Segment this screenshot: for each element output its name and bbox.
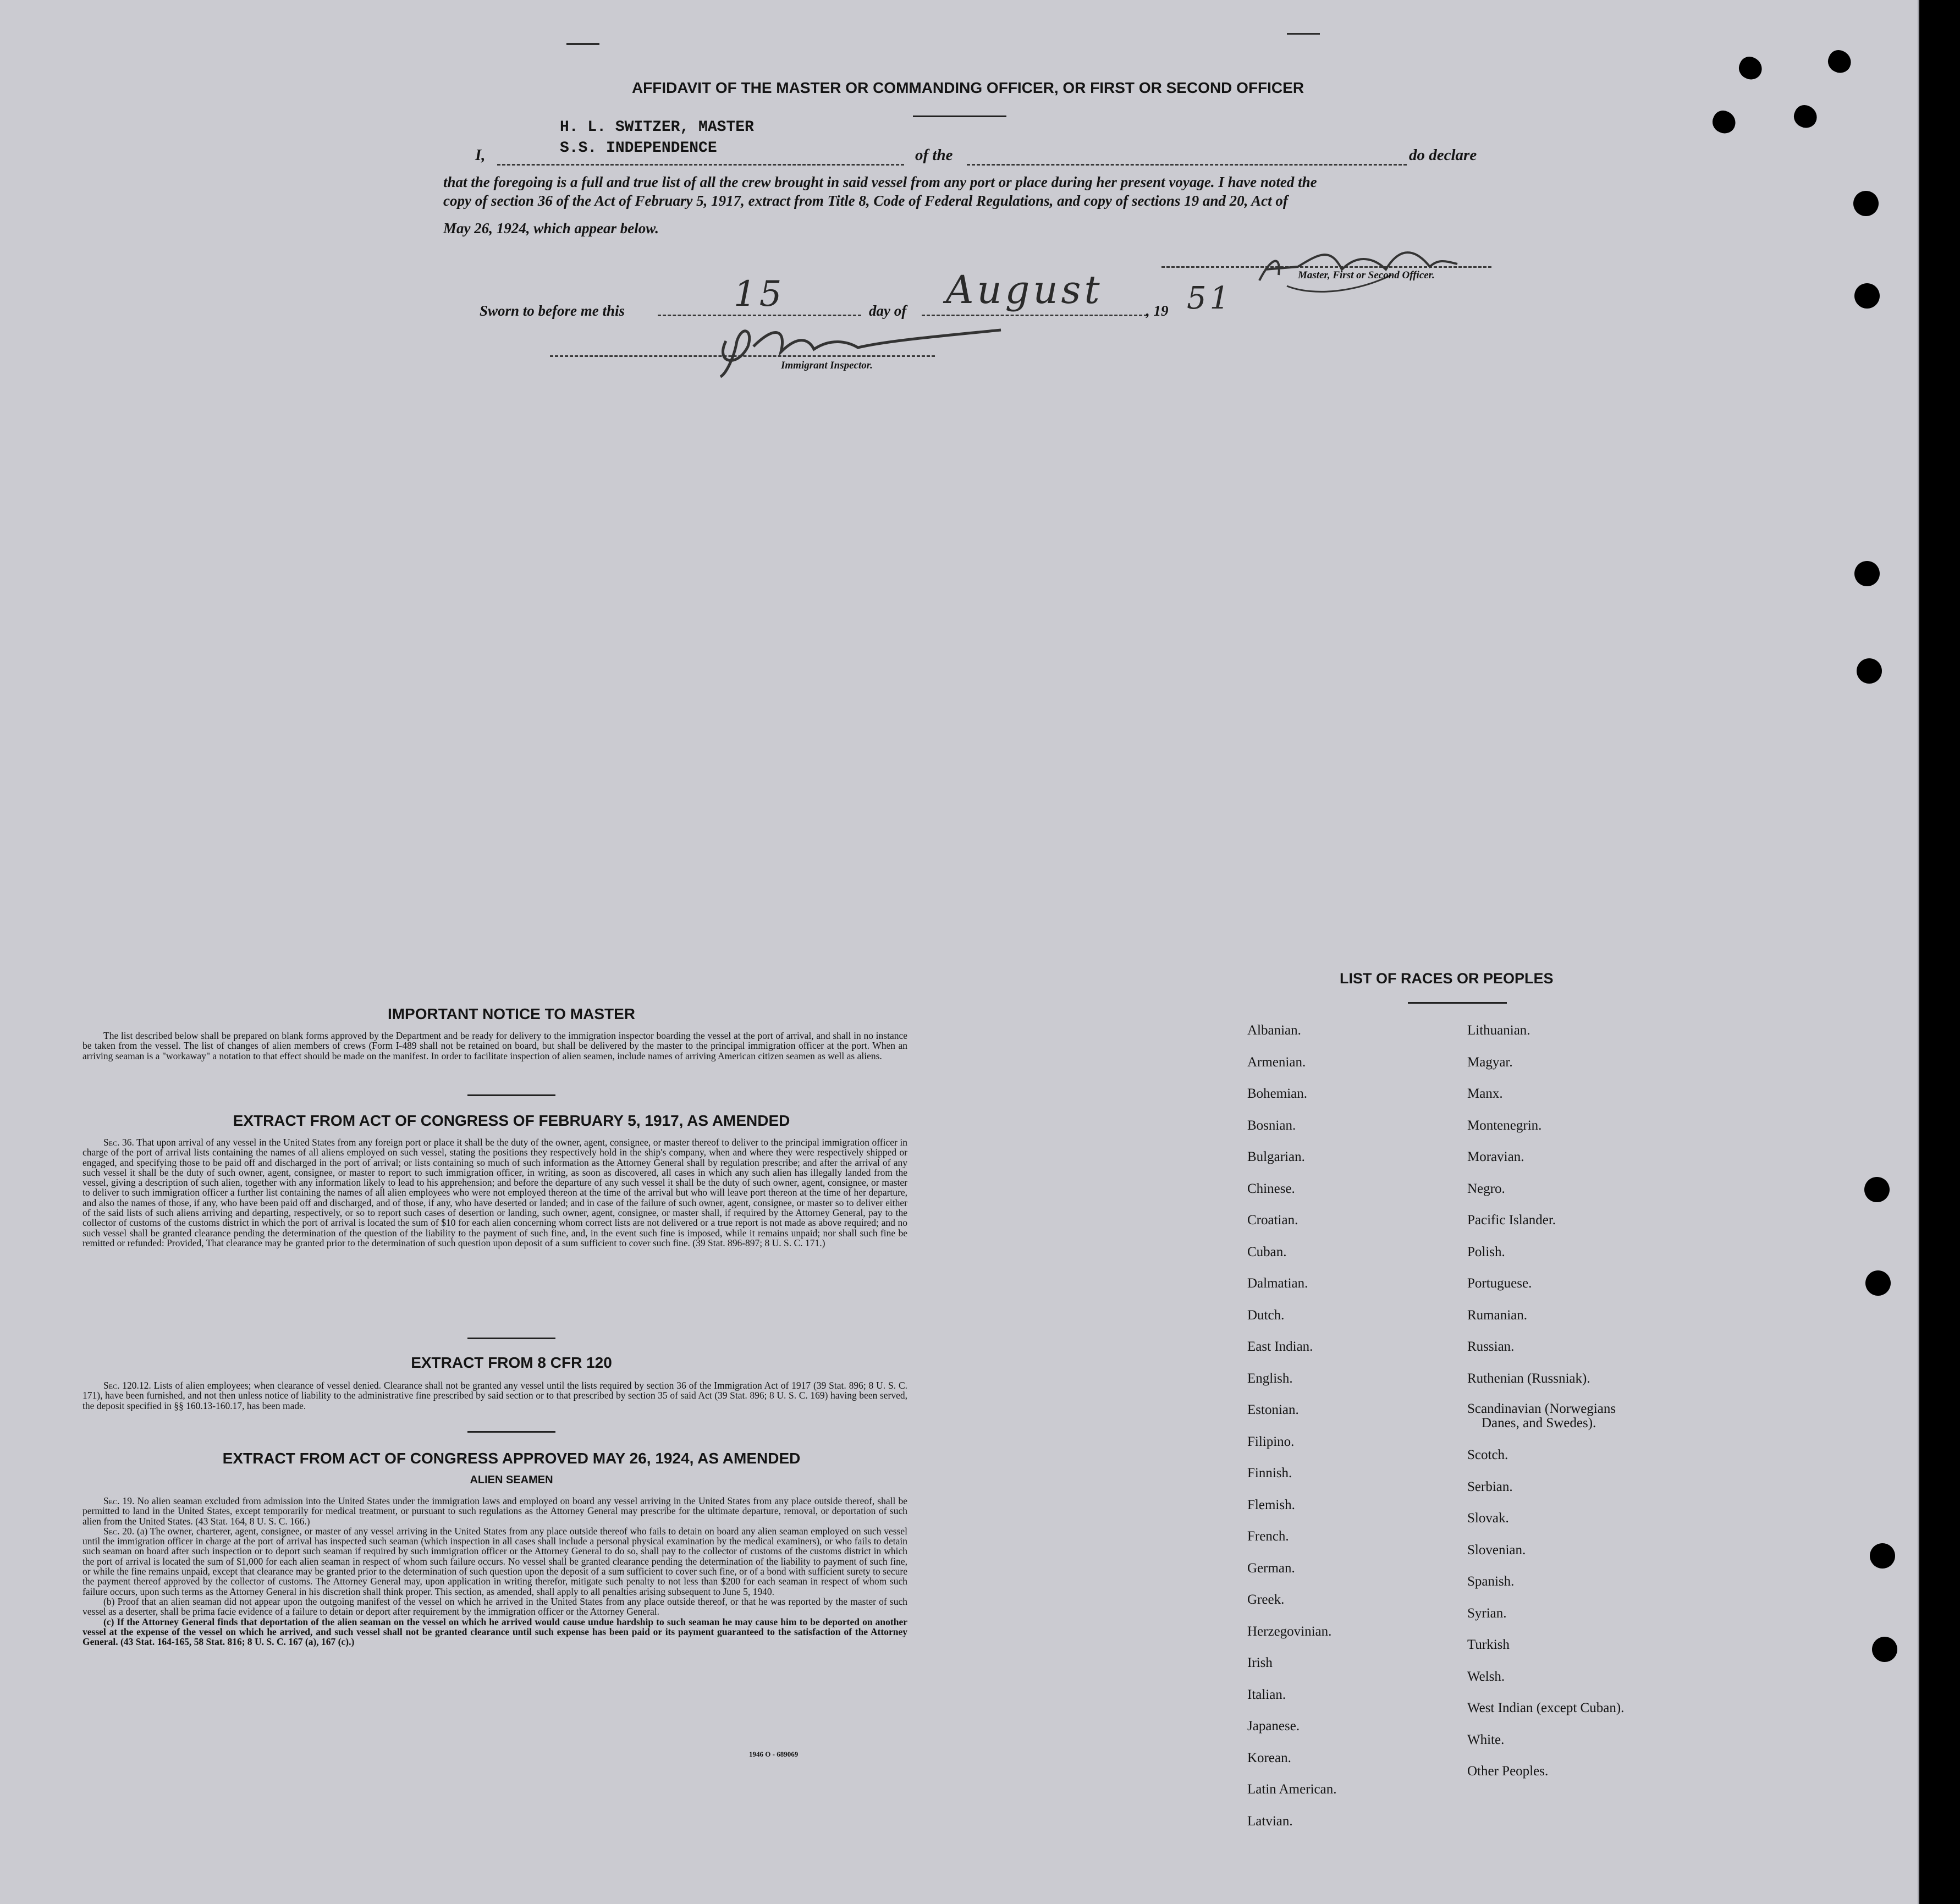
- race-item: Montenegrin.: [1467, 1118, 1542, 1133]
- divider: [1408, 1002, 1507, 1004]
- race-item: Magyar.: [1467, 1054, 1513, 1070]
- section-text: That upon arrival of any vessel in the United States from any foreign port or place it shall be the duty of the owner, agent, consignee, or master thereof to deliver to the principal immigration officer in charge of the port of arrival lists containing the names of all aliens employed on such vessel, stating the positions they respectively hold in the ship's company, when and where they were respectively shipped or engaged, and specifying those to be paid off and discharged in the port of arrival; or lists containing so much of such information as the Attorney General shall by regulation prescribe; and after the arrival of any such vessel it shall be the duty of such owner, agent, consignee, or master to report to such immigration officer, in writing, as soon as discovered, all cases in which any such alien has illegally landed from the vessel, giving a description of such alien, together with any information likely to lead to his apprehension; and before the departure of any such vessel it shall be the duty of such owner, agent, consignee, or master to deliver to such immigration officer a further list containing the names of all alien employees who were not employed thereon at the time of the arrival but who will leave port thereon at the time of her departure, and also the names of those, if any, who have been paid off and discharged, and of those, if any, who have deserted or landed; and in case of the failure of such owner, agent, consignee, or master so to deliver either of the said lists of such aliens arriving and departing, respectively, or so to report such cases of desertion or landing, such owner, agent, consignee, or master shall, if required by the Attorney General, pay to the collector of customs of the customs district in which the port of arrival is located the sum of $10 for each alien concerning whom correct lists are not delivered or a true report is not made as above required; and no such vessel shall be granted clearance pending the determination of the question of the liability to the payment of such fine, and, in the event such fine is imposed, while it remains unpaid; nor shall such fine be remitted or refunded: Provided, That clearance may be granted prior to the determination of such question upon deposit of a sum sufficient to cover such fine. (39 Stat. 896-897; 8 U. S. C. 171.): [82, 1137, 907, 1248]
- section-text: No alien seaman excluded from admission into the United States under the immigration laws and employed on board any vessel arriving in the United States from any place outside thereof, shall be permitted to land in the United States, except temporarily for medical treatment, or pursuant to such regulations as the Attorney General may prescribe for the ultimate departure, removal, or deportation of such alien from the United States. (43 Stat. 164, 8 U. S. C. 166.): [82, 1495, 907, 1527]
- race-item: Portuguese.: [1467, 1276, 1532, 1291]
- race-item: West Indian (except Cuban).: [1467, 1701, 1625, 1715]
- punch-hole: [1872, 1637, 1897, 1662]
- race-item: Estonian.: [1247, 1402, 1299, 1417]
- sworn-label: Sworn to before me this: [480, 302, 625, 319]
- race-item: French.: [1247, 1529, 1289, 1544]
- section-label: Sec. 19.: [103, 1495, 135, 1506]
- race-item: Finnish.: [1247, 1466, 1292, 1481]
- of-the-label: of the: [915, 146, 953, 164]
- punch-hole: [1870, 1543, 1895, 1569]
- race-item: Pacific Islander.: [1467, 1213, 1556, 1228]
- race-item: Manx.: [1467, 1086, 1503, 1101]
- punch-hole: [1791, 102, 1821, 131]
- year-prefix: , 19: [1146, 302, 1169, 319]
- month-handwritten: August: [946, 267, 1103, 312]
- vessel-line: [967, 164, 1407, 166]
- section-text: Lists of alien employees; when clearance of vessel denied. Clearance shall not be granted any vessel until the lists required by section 36 of the Immigration Act of 1917 (39 Stat. 896; 8 U. S. C. 171), have been furnished, and not then unless notice of liability to the administrative fine prescribed by said section or to that prescribed by section 35 of said Act (39 Stat. 896; 8 U. S. C. 169) having been served, the deposit specified in §§ 160.13-160.17, has been made.: [82, 1380, 908, 1411]
- vessel-name: S.S. INDEPENDENCE: [560, 140, 717, 157]
- race-item: Dutch.: [1247, 1307, 1285, 1323]
- race-item: Japanese.: [1247, 1719, 1300, 1734]
- notice-body: [82, 1031, 907, 1061]
- race-item: Slovak.: [1467, 1511, 1509, 1526]
- race-item: Polish.: [1467, 1244, 1505, 1259]
- race-item: Korean.: [1247, 1750, 1291, 1765]
- affidavit-text-line-4: May 26, 1924, which appear below.: [443, 220, 659, 236]
- divider: [467, 1338, 555, 1339]
- race-item: Lithuanian.: [1467, 1023, 1530, 1038]
- race-item: Irish: [1247, 1655, 1273, 1670]
- race-item: Herzegovinian.: [1247, 1624, 1332, 1639]
- affidavit-text-line-3: copy of section 36 of the Act of February 5, 1917, extract from Title 8, Code of Federal Regulations, and copy of sections 19 and 20, Act of: [443, 192, 1288, 209]
- divider: [913, 115, 1006, 117]
- punch-hole: [1736, 53, 1766, 83]
- divider: [467, 1094, 555, 1096]
- i-label: I,: [475, 146, 486, 164]
- race-item: Danes, and Swedes).: [1482, 1416, 1596, 1430]
- scan-mark: [566, 43, 599, 45]
- punch-hole: [1864, 1177, 1890, 1202]
- extract-1917-title: EXTRACT FROM ACT OF CONGRESS OF FEBRUARY 5, 1917, AS AMENDED: [233, 1112, 790, 1129]
- race-item: Bosnian.: [1247, 1118, 1296, 1133]
- print-code: 1946 O - 689069: [749, 1750, 799, 1758]
- affidavit-text-line-2: that the foregoing is a full and true list of all the crew brought in said vessel from any port or place during her present voyage. I have noted the: [443, 174, 1317, 190]
- race-item: Other Peoples.: [1467, 1764, 1549, 1779]
- races-right-column: [1467, 1015, 1624, 1787]
- extract-1917-body: [82, 1137, 907, 1248]
- race-item: Slovenian.: [1467, 1542, 1526, 1558]
- race-item: Flemish.: [1247, 1497, 1295, 1512]
- year-handwritten: 51: [1187, 280, 1233, 316]
- extract-cfr-title: EXTRACT FROM 8 CFR 120: [411, 1354, 612, 1371]
- master-signature: [1248, 220, 1468, 302]
- race-item: Russian.: [1467, 1339, 1515, 1354]
- race-item: Armenian.: [1247, 1054, 1306, 1070]
- race-item: Croatian.: [1247, 1213, 1298, 1228]
- race-item: English.: [1247, 1371, 1293, 1386]
- race-item: Welsh.: [1467, 1669, 1505, 1684]
- race-item: Bulgarian.: [1247, 1149, 1305, 1164]
- punch-hole: [1825, 47, 1855, 76]
- race-item: Scandinavian (Norwegians: [1467, 1401, 1616, 1416]
- paragraph-b: (b) Proof that an alien seaman did not appear upon the outgoing manifest of the vessel on which he arrived in the United States from any place outside thereof, or that he was reported by the master of such vessel as a deserter, shall be prima facie evidence of a failure to detain or deport after requirement by the immigration officer or the Attorney General.: [82, 1595, 907, 1617]
- extract-1924-title: EXTRACT FROM ACT OF CONGRESS APPROVED MAY 26, 1924, AS AMENDED: [222, 1450, 801, 1467]
- notice-paragraph: The list described below shall be prepared on blank forms approved by the Department and be ready for delivery to the immigration inspector boarding the vessel at the port of arrival, and shall in no instance be taken from the vessel. The list of changes of alien members of crews (Form I-489 shall not be retained on board, but shall be delivered by the master to the principal immigration officer at the port. When an arriving seaman is a "workaway" a notation to that effect should be made on the manifest. In order to facilitate inspection of alien seamen, include names of arriving American citizen seamen as well as aliens.: [82, 1030, 907, 1061]
- inspector-caption: Immigrant Inspector.: [781, 360, 873, 371]
- punch-hole: [1865, 1270, 1891, 1296]
- races-title: LIST OF RACES OR PEOPLES: [1340, 970, 1554, 987]
- race-item: Albanian.: [1247, 1023, 1301, 1038]
- race-item: Latin American.: [1247, 1782, 1337, 1797]
- race-item: Rumanian.: [1467, 1307, 1528, 1323]
- race-item: Latvian.: [1247, 1813, 1293, 1829]
- punch-hole: [1853, 191, 1879, 216]
- extract-cfr-body: [82, 1380, 907, 1411]
- race-item: Cuban.: [1247, 1244, 1287, 1259]
- race-item: East Indian.: [1247, 1339, 1313, 1354]
- extract-1924-body: [82, 1496, 907, 1647]
- affidavit-title: AFFIDAVIT OF THE MASTER OR COMMANDING OFFICER, OR FIRST OR SECOND OFFICER: [631, 79, 1304, 96]
- race-item: Italian.: [1247, 1687, 1286, 1702]
- race-item: Filipino.: [1247, 1434, 1295, 1449]
- punch-hole: [1854, 561, 1880, 586]
- master-name: H. L. SWITZER, MASTER: [560, 119, 754, 136]
- race-item: Chinese.: [1247, 1181, 1295, 1196]
- section-label: Sec. 120.12.: [103, 1380, 151, 1391]
- race-item: Negro.: [1467, 1181, 1505, 1196]
- day-handwritten: 15: [734, 274, 785, 315]
- race-item: Spanish.: [1467, 1574, 1515, 1589]
- race-item: German.: [1247, 1560, 1295, 1576]
- race-item: Turkish: [1467, 1637, 1510, 1652]
- race-item: Bohemian.: [1247, 1086, 1308, 1101]
- race-item: Greek.: [1247, 1592, 1285, 1607]
- day-of-label: day of: [869, 302, 907, 319]
- notice-title: IMPORTANT NOTICE TO MASTER: [387, 1005, 636, 1022]
- race-item: Serbian.: [1467, 1479, 1513, 1494]
- punch-hole: [1854, 283, 1880, 309]
- race-item: Scotch.: [1467, 1448, 1508, 1462]
- races-left-column: [1247, 1015, 1336, 1837]
- section-label: Sec. 20.: [103, 1525, 135, 1537]
- race-item: Ruthenian (Russniak).: [1467, 1371, 1590, 1386]
- scan-mark: [1287, 33, 1320, 35]
- section-text: (a) The owner, charterer, agent, consignee, or master of any vessel arriving in the United States from any place outside thereof who fails to detain on board any alien seaman employed on such vessel until the immigration officer in charge at the port of arrival has inspected such seaman (which inspection in all cases shall include a personal physical examination by the medical examiners), or who fails to detain such seaman on board after such inspection or to deport such seaman if required by such immigration officer or the Attorney General to do so, shall pay to the collector of customs of the customs district in which the port of arrival is located the sum of $1,000 for each alien seaman in respect of whom such failure occurs. No vessel shall be granted clearance pending the determination of the liability to payment of such fine, or while the fine remains unpaid, except that clearance may be granted prior to the determination of such question upon the deposit of a sum sufficient to cover such fine, or of a bond with sufficient surety to secure the payment thereof approved by the collector of customs. The Attorney General may, upon application in writing therefor, mitigate such penalty to not less than $200 for each seaman in respect of whom such failure occurs, upon such terms as the Attorney General in his discretion shall think proper. This section, as amended, shall apply to all penalties arising subsequent to June 5, 1940.: [82, 1525, 908, 1597]
- race-item: Syrian.: [1467, 1605, 1507, 1621]
- race-item: Moravian.: [1467, 1149, 1524, 1164]
- punch-hole: [1857, 658, 1882, 684]
- race-item: White.: [1467, 1732, 1505, 1747]
- race-item: Dalmatian.: [1247, 1276, 1308, 1291]
- punch-hole: [1709, 107, 1739, 137]
- name-line: [497, 164, 904, 166]
- extract-1924-subtitle: ALIEN SEAMEN: [470, 1474, 553, 1486]
- do-declare-label: do declare: [1409, 146, 1477, 164]
- master-signature-caption: Master, First or Second Officer.: [1298, 269, 1435, 281]
- divider: [467, 1431, 555, 1433]
- section-label: Sec. 36.: [103, 1137, 134, 1148]
- paragraph-c: (c) If the Attorney General finds that deportation of the alien seaman on the vessel on which he arrived would cause undue hardship to such seaman he may cause him to be deported on another vessel at the expense of the vessel on which he arrived, and such vessel shall not be granted clearance until such expense has been paid or its payment guaranteed to the satisfaction of the Attorney General. (43 Stat. 164-165, 58 Stat. 816; 8 U. S. C. 167 (a), 167 (c).): [82, 1616, 907, 1648]
